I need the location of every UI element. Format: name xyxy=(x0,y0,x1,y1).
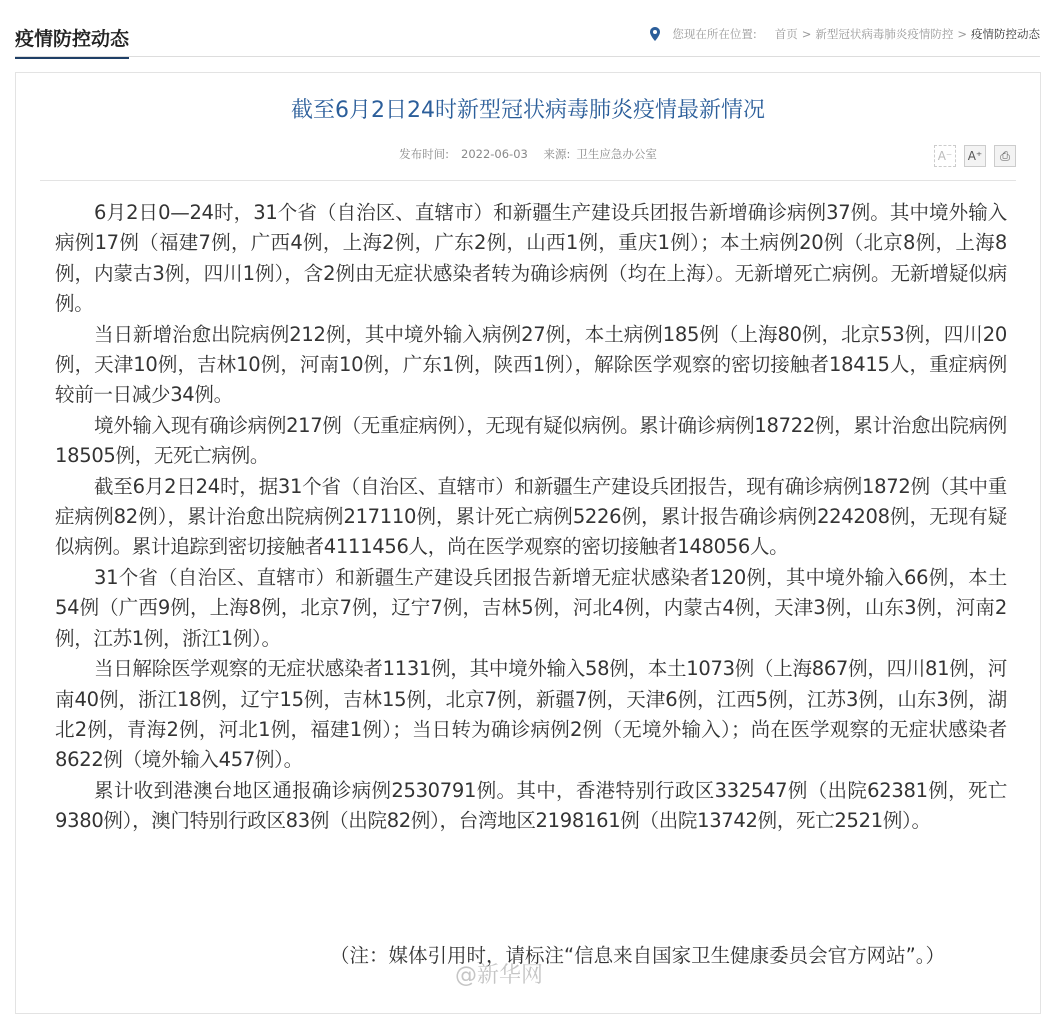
publish-date: 2022-06-03 xyxy=(461,147,528,161)
breadcrumb-separator: > xyxy=(957,27,967,41)
print-icon: ⎙ xyxy=(1000,148,1010,163)
source: 卫生应急办公室 xyxy=(576,147,657,161)
font-smaller-button[interactable]: A⁻ xyxy=(934,145,956,167)
watermark: @新华网 xyxy=(455,963,544,988)
font-larger-button[interactable]: A⁺ xyxy=(964,145,986,167)
article-body xyxy=(55,198,1007,837)
paragraph: 当日解除医学观察的无症状感染者1131例，其中境外输入58例，本土1073例（上海867例，四川81例，河南40例，浙江18例，辽宁15例，吉林15例，北京7例，新疆7例，天津6例，江西5例，江苏3例，山东3例，湖北2例，青海2例，河北1例，福建1例）；当日转为确诊病例2例（无境外输入）；尚在医学观察的无症状感染者8622例（境外输入457例）。 xyxy=(55,657,1007,772)
divider xyxy=(40,180,1016,181)
publish-label: 发布时间: xyxy=(399,147,449,161)
breadcrumb-home[interactable]: 首页 xyxy=(774,27,798,41)
article-container xyxy=(15,72,1041,1014)
citation-note: （注：媒体引用时，请标注“信息来自国家卫生健康委员会官方网站”。） xyxy=(330,944,945,967)
print-button[interactable] xyxy=(994,145,1016,167)
breadcrumb-current[interactable]: 疫情防控动态 xyxy=(971,27,1040,41)
location-label: 您现在所在位置: xyxy=(672,27,757,41)
article-title: 截至6月2日24时新型冠状病毒肺炎疫情最新情况 xyxy=(291,98,765,123)
location-pin-icon xyxy=(650,27,660,41)
paragraph: 6月2日0—24时，31个省（自治区、直辖市）和新疆生产建设兵团报告新增确诊病例37例。其中境外输入病例17例（福建7例，广西4例，上海2例，广东2例，山西1例，重庆1例）；本土病例20例（北京8例，上海8例，内蒙古3例，四川1例），含2例由无症状感染者转为确诊病例（均在上海）。无新增死亡病例。无新增疑似病例。 xyxy=(55,201,1007,316)
section-title: 疫情防控动态 xyxy=(15,24,129,59)
paragraph: 累计收到港澳台地区通报确诊病例2530791例。其中，香港特别行政区332547例（出院62381例，死亡9380例），澳门特别行政区83例（出院82例），台湾地区2198161例（出院13742例，死亡2521例）。 xyxy=(55,778,1007,833)
breadcrumb-covid-prevention[interactable]: 新型冠状病毒肺炎疫情防控 xyxy=(815,27,954,41)
paragraph: 截至6月2日24时，据31个省（自治区、直辖市）和新疆生产建设兵团报告，现有确诊病例1872例（其中重症病例82例），累计治愈出院病例217110例，累计死亡病例5226例，累计报告确诊病例224208例，无现有疑似病例。累计追踪到密切接触者4111456人，尚在医学观察的密切接触者148056人。 xyxy=(55,474,1007,559)
source-label: 来源: xyxy=(543,147,571,161)
paragraph: 当日新增治愈出院病例212例，其中境外输入病例27例，本土病例185例（上海80例，北京53例，四川20例，天津10例，吉林10例，河南10例，广东1例，陕西1例），解除医学观察的密切接触者18415人，重症病例较前一日减少34例。 xyxy=(55,322,1007,407)
page-header xyxy=(15,18,1040,57)
paragraph: 31个省（自治区、直辖市）和新疆生产建设兵团报告新增无症状感染者120例，其中境外输入66例，本土54例（广西9例，上海8例，北京7例，辽宁7例，吉林5例，河北4例，内蒙古4例，天津3例，山东3例，河南2例，江苏1例，浙江1例）。 xyxy=(55,565,1007,650)
breadcrumb-separator: > xyxy=(801,27,812,41)
article-tools xyxy=(934,145,1016,167)
breadcrumb xyxy=(650,26,1040,42)
article-meta xyxy=(16,146,1040,162)
paragraph: 境外输入现有确诊病例217例（无重症病例），无现有疑似病例。累计确诊病例18722例，累计治愈出院病例18505例，无死亡病例。 xyxy=(55,413,1007,468)
